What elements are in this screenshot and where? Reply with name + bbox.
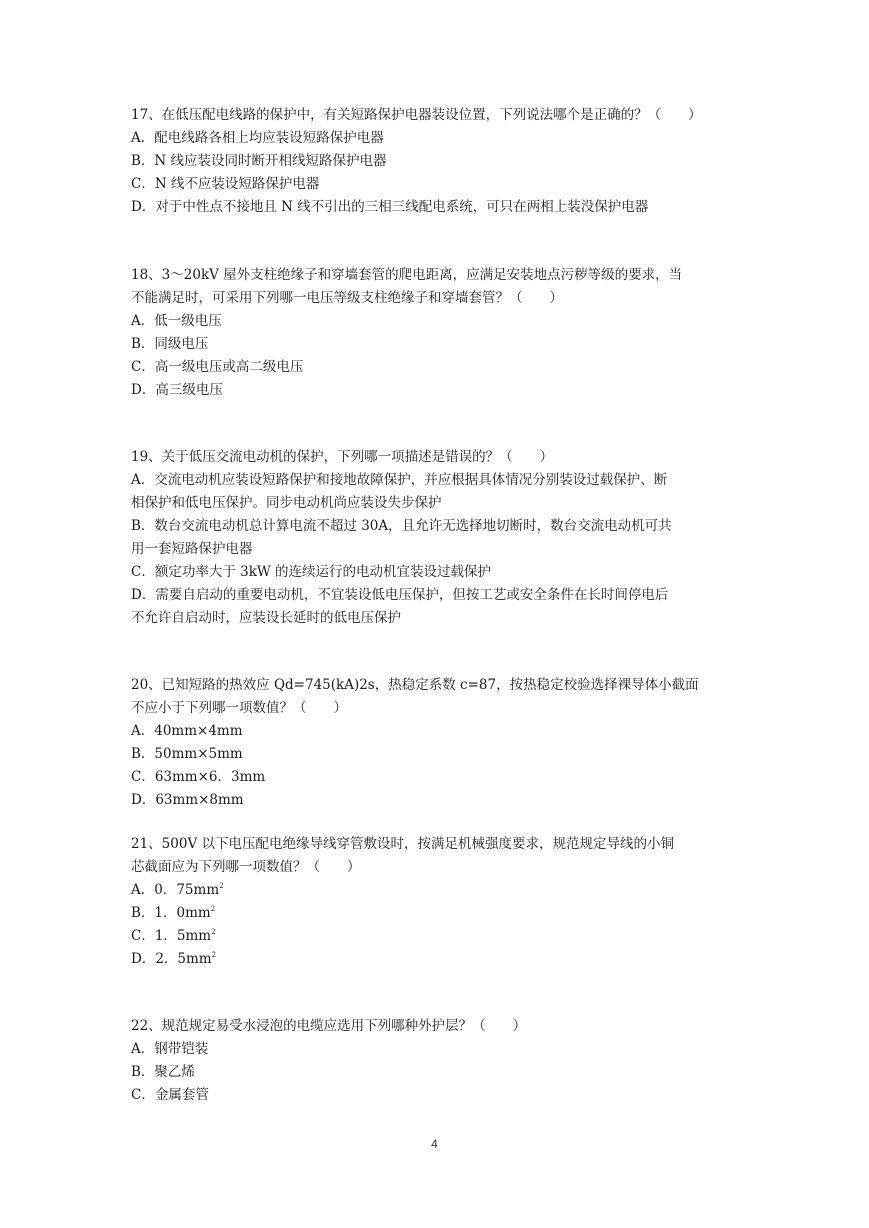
option-c: C．N 线不应装设短路保护电器	[131, 176, 320, 192]
question-stem: 17、在低压配电线路的保护中，有关短路保护电器装设位置，下列说法哪个是正确的？（ ）	[131, 107, 702, 123]
option-c: C．63mm×6．3mm	[131, 769, 266, 785]
option-a: A．配电线路各相上均应装设短路保护电器	[131, 130, 384, 146]
option-c: C．高一级电压或高二级电压	[131, 359, 304, 375]
option-a-line-2: 相保护和低电压保护。同步电动机尚应装设失步保护	[131, 495, 442, 511]
option-a: A．40mm×4mm	[131, 723, 243, 739]
option-a: A．低一级电压	[131, 313, 222, 329]
question-stem-line-1: 21、500V 以下电压配电绝缘导线穿管敷设时，按满足机械强度要求，规范规定导线的小铜	[131, 836, 674, 852]
question-21	[131, 833, 741, 971]
option-d-line-1: D．需要自启动的重要电动机，不宜装设低电压保护，但按工艺或安全条件在长时间停电后	[131, 587, 669, 603]
question-stem-line-2: 不能满足时，可采用下列哪一电压等级支柱绝缘子和穿墙套管？（ ）	[131, 290, 563, 306]
option-d: D．高三级电压	[131, 382, 223, 398]
option-b: B．聚乙烯	[131, 1064, 195, 1080]
option-b: B．同级电压	[131, 336, 209, 352]
option-b-line-2: 用一套短路保护电器	[131, 541, 253, 557]
option-b: B．1．$0mm^2$	[131, 905, 216, 921]
option-c: C．1．$5mm^2$	[131, 928, 216, 944]
question-stem-line-1: 18、3～20kV 屋外支柱绝缘子和穿墙套管的爬电距离，应满足安装地点污秽等级的要求，当	[131, 267, 683, 283]
question-22	[131, 1015, 741, 1107]
option-d: D．63mm×8mm	[131, 792, 244, 808]
option-d: D．2．$5mm^2$	[131, 951, 217, 967]
option-c: C．金属套管	[131, 1087, 209, 1103]
option-b: B．50mm×5mm	[131, 746, 243, 762]
question-17	[131, 104, 741, 219]
question-stem-line-2: 芯截面应为下列哪一项数值？（ ）	[131, 859, 361, 875]
option-c: C．额定功率大于 3kW 的连续运行的电动机宜装设过载保护	[131, 564, 492, 580]
option-a: A．钢带铠装	[131, 1041, 209, 1057]
option-a-line-1: A．交流电动机应装设短路保护和接地故障保护，并应根据具体情况分别装设过载保护、断	[131, 472, 668, 488]
page-number: 4	[431, 1137, 438, 1151]
question-19	[131, 446, 741, 630]
option-d-line-2: 不允许自启动时，应装设长延时的低电压保护	[131, 610, 401, 626]
question-stem: 19、关于低压交流电动机的保护，下列哪一项描述是错误的？（ ）	[131, 449, 554, 465]
option-d: D．对于中性点不接地且 N 线不引出的三相三线配电系统，可只在两相上装没保护电器	[131, 199, 649, 215]
question-stem: 22、规范规定易受水浸泡的电缆应选用下列哪种外护层？（ ）	[131, 1018, 527, 1034]
question-20	[131, 674, 741, 812]
option-a: A．0．$75mm^2$	[131, 882, 224, 898]
question-stem-line-2: 不应小于下列哪一项数值？（ ）	[131, 700, 347, 716]
option-b: B．N 线应装设同时断开相线短路保护电器	[131, 153, 387, 169]
option-b-line-1: B．数台交流电动机总计算电流不超过 30A，且允许无选择地切断时，数台交流电动机可共	[131, 518, 672, 534]
question-stem-line-1: 20、已知短路的热效应 Qd=745(kA)2s，热稳定系数 c=87，按热稳定校验选择裸导体小截面	[131, 677, 699, 693]
question-18	[131, 264, 741, 402]
